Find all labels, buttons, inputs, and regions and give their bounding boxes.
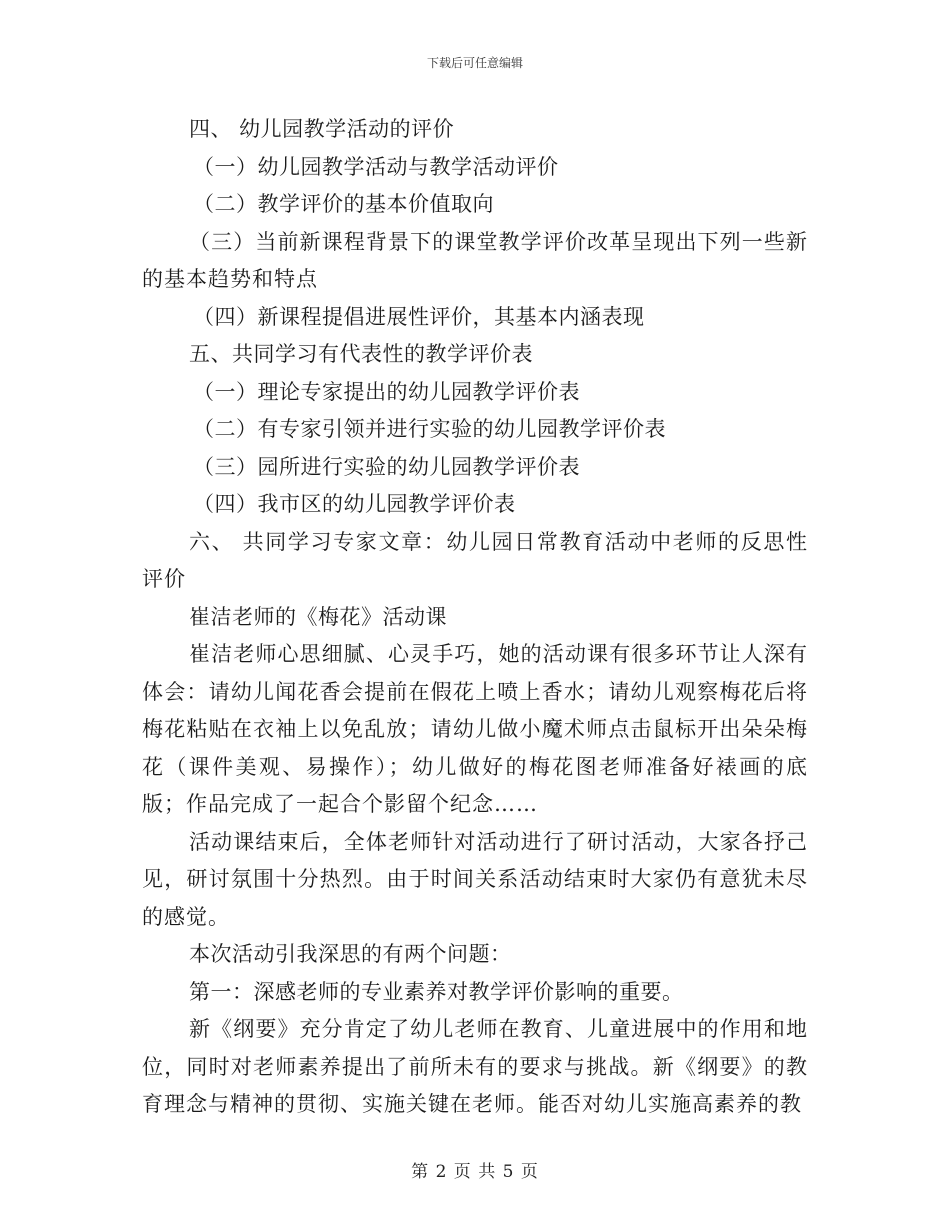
section-five-item-3: （三）园所进行实验的幼儿园教学评价表 xyxy=(193,454,580,479)
page-content xyxy=(142,111,808,1124)
section-four-item-3: （三）当前新课程背景下的课堂教学评价改革呈现出下列一些新的基本趋势和特点 xyxy=(142,229,808,291)
section-five-item-4: （四）我市区的幼儿园教学评价表 xyxy=(193,492,516,516)
paragraph-cui-jie: 崔洁老师心思细腻、心灵手巧，她的活动课有很多环节让人深有体会：请幼儿闻花香会提前在假花上喷上香水；请幼儿观察梅花后将梅花粘贴在衣袖上以免乱放；请幼儿做小魔术师点击鼠标开出朵朵梅花（课件美观、易操作）；幼儿做好的梅花图老师准备好裱画的底版；作品完成了一起合个影留个纪念…… xyxy=(142,642,808,816)
paragraph-gangyao: 新《纲要》充分肯定了幼儿老师在教育、儿童进展中的作用和地位，同时对老师素养提出了前所未有的要求与挑战。新《纲要》的教育理念与精神的贯彻、实施关键在老师。能否对幼儿实施高素养的教 xyxy=(142,1017,808,1116)
section-four-item-1: （一）幼儿园教学活动与教学活动评价 xyxy=(193,154,559,179)
section-five-item-1: （一）理论专家提出的幼儿园教学评价表 xyxy=(193,379,580,404)
section-five-item-2: （二）有专家引领并进行实验的幼儿园教学评价表 xyxy=(193,417,666,441)
two-questions-line: 本次活动引我深思的有两个问题： xyxy=(189,942,512,966)
paragraph-after-class: 活动课结束后，全体老师针对活动进行了研讨活动，大家各抒己见，研讨氛围十分热烈。由于时间关系活动结束时大家仍有意犹未尽的感觉。 xyxy=(142,829,808,929)
page-number: 第 2 页 共 5 页 xyxy=(411,1162,539,1182)
page-header: 下载后可任意编辑 xyxy=(426,56,523,70)
section-four-item-4: （四）新课程提倡进展性评价，其基本内涵表现 xyxy=(193,304,645,329)
section-five-heading: 五、共同学习有代表性的教学评价表 xyxy=(189,342,533,366)
question-one-line: 第一：深感老师的专业素养对教学评价影响的重要。 xyxy=(189,979,684,1004)
section-four-heading: 四、 幼儿园教学活动的评价 xyxy=(189,117,455,141)
section-four-item-2: （二）教学评价的基本价值取向 xyxy=(193,192,494,216)
activity-title: 崔洁老师的《梅花》活动课 xyxy=(189,604,447,629)
section-six-heading: 六、 共同学习专家文章：幼儿园日常教育活动中老师的反思性评价 xyxy=(142,529,808,591)
